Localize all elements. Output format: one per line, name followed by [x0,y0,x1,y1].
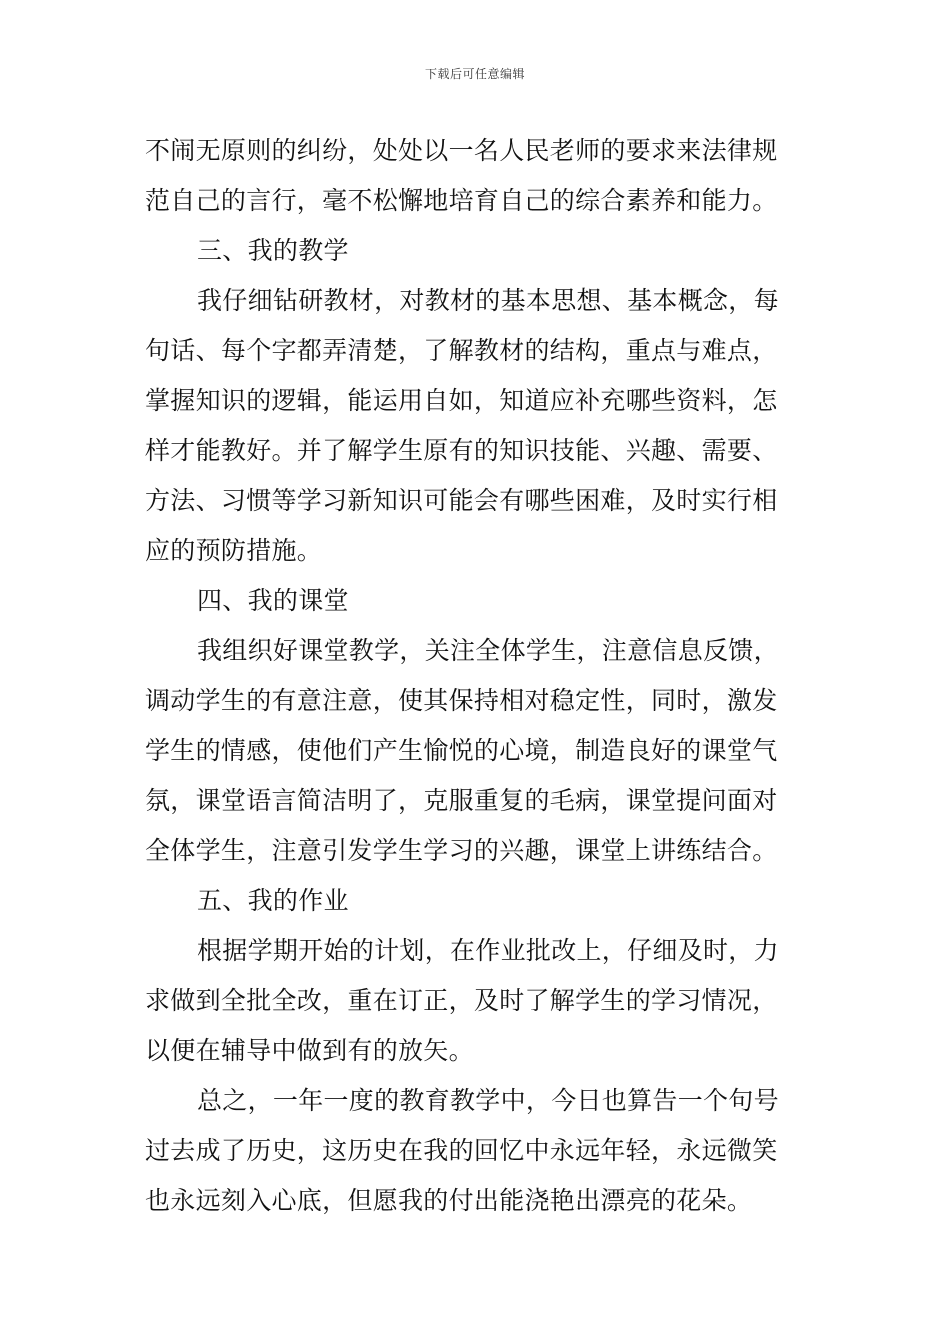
text-line: 根据学期开始的计划，在作业批改上，仔细及时，力 [197,936,779,965]
text-line: 五、我的作业 [197,886,349,915]
document-body [145,126,807,1226]
text-line: 也永远刻入心底，但愿我的付出能浇艳出漂亮的花朵。 [145,1186,753,1215]
page-header: 下载后可任意编辑 [424,67,525,81]
text-line: 样才能教好。并了解学生原有的知识技能、兴趣、需要、 [145,436,778,465]
text-line: 我仔细钻研教材，对教材的基本思想、基本概念，每 [197,286,779,315]
text-line: 总之，一年一度的教育教学中，今日也算告一个句号 [197,1086,779,1115]
text-line: 学生的情感，使他们产生愉悦的心境，制造良好的课堂气 [145,736,778,765]
text-line: 过去成了历史，这历史在我的回忆中永远年轻，永远微笑 [145,1136,778,1165]
text-line: 调动学生的有意注意，使其保持相对稳定性，同时，激发 [145,686,778,715]
text-line: 不闹无原则的纠纷，处处以一名人民老师的要求来法律规 [145,136,778,165]
text-line: 求做到全批全改，重在订正，及时了解学生的学习情况， [145,986,778,1015]
text-line: 氛，课堂语言简洁明了，克服重复的毛病，课堂提问面对 [145,786,778,815]
text-line: 以便在辅导中做到有的放矢。 [145,1036,474,1065]
text-line: 应的预防措施。 [145,536,323,565]
text-line: 范自己的言行，毫不松懈地培育自己的综合素养和能力。 [145,186,778,215]
text-line: 方法、习惯等学习新知识可能会有哪些困难，及时实行相 [145,486,778,515]
text-line: 四、我的课堂 [197,586,349,615]
text-line: 句话、每个字都弄清楚，了解教材的结构，重点与难点， [145,336,778,365]
text-line: 掌握知识的逻辑，能运用自如，知道应补充哪些资料，怎 [145,386,778,415]
text-line: 三、我的教学 [197,236,349,265]
text-line: 我组织好课堂教学，关注全体学生，注意信息反馈， [197,636,779,665]
text-line: 全体学生，注意引发学生学习的兴趣，课堂上讲练结合。 [145,836,778,865]
